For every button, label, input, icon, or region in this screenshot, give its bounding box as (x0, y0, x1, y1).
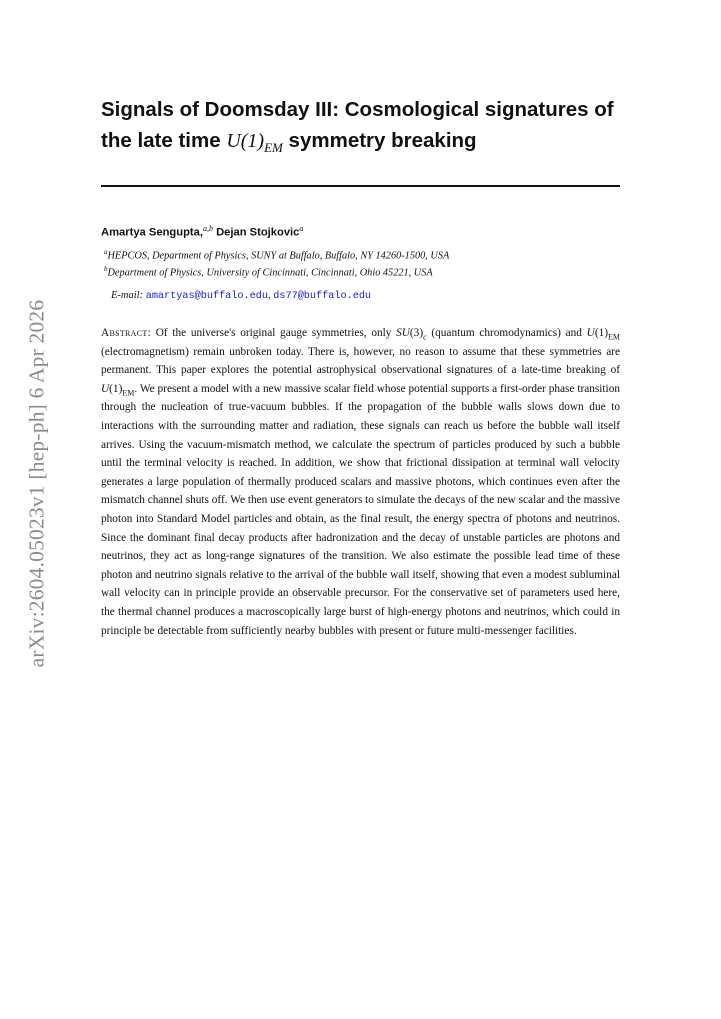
author-list (101, 224, 303, 239)
email-line: E-mail: amartyas@buffalo.edu, ds77@buffalo.edu (111, 290, 372, 302)
affiliation-b: $^b$Department of Physics, University of Cincinnati, Cincinnati, Ohio 45221, USA (104, 265, 433, 279)
abstract-heading: Abstract: (101, 327, 152, 339)
title-text-start: Signals of Doomsday III: Cosmological signatures of the late time (101, 98, 614, 152)
title-math-symbol: $U(1)_{EM}$ (226, 130, 283, 155)
arxiv-identifier-stamp (16, 298, 58, 668)
affiliation-a: $^a$HEPCOS, Department of Physics, SUNY at Buffalo, Buffalo, NY 14260-1500, USA (104, 248, 450, 262)
author-affiliation-mark: a,b (202, 224, 213, 233)
paper-title (101, 94, 631, 163)
email-label: E-mail: (111, 290, 144, 301)
title-divider (101, 185, 620, 187)
email-link-stojkovic[interactable]: ds77@buffalo.edu (273, 291, 372, 302)
email-link-sengupta[interactable]: amartyas@buffalo.edu (145, 291, 268, 302)
author-name: Dejan Stojkovic (212, 226, 300, 239)
abstract: Abstract: Of the universe's original gauge symmetries, only $SU(3)_c$ (quantum chromodynamics) and $U(1)_{EM}$ (electromagnetism) remain unbroken today. There is, however, no reason to assume that these symmetries are permanent. This paper explores the potential astrophysical observational signatures of a late-time breaking of $U(1)_{EM}$. We present a model with a new massive scalar field whose potential supports a first-order phase transition through the nucleation of true-vacuum bubbles. If the propagation of the bubble walls slows down due to interactions with the surrounding matter and radiation, these signals can reach us before the bubble wall itself arrives. Using the vacuum-mismatch method, we calculate the spectrum of particles produced by such a bubble until the terminal velocity is reached. In addition, we show that frictional dissipation at terminal wall velocity generates a large population of thermally produced scalars and massive photons, which continues even after the mismatch channel shuts off. We then use event generators to simulate the decays of the new scalar and the massive photon into Standard Model particles and obtain, as the final result, the energy spectra of photons and neutrinos. Since the dominant final decay products after hadronization and the decay of unstable particles are photons and neutrinos, they act as long-range signatures of the transition. We also estimate the possible lead time of these photon and neutrino signals relative to the arrival of the bubble wall itself, showing that even a modest subluminal wall velocity can in principle provide an observable precursor. For the conservative set of parameters used here, the thermal channel produces a macroscopically large burst of high-energy photons and neutrinos, which could in principle be detectable from sufficiently nearby bubbles with present or future multi-messenger facilities. (101, 327, 620, 637)
arxiv-identifier-text: arXiv:2604.05023v1 [hep-ph] 6 Apr 2026 (24, 299, 49, 667)
title-text-end: symmetry breaking (282, 129, 477, 152)
author-name: Amartya Sengupta, (101, 226, 203, 239)
author-affiliation-mark: a (299, 224, 304, 233)
